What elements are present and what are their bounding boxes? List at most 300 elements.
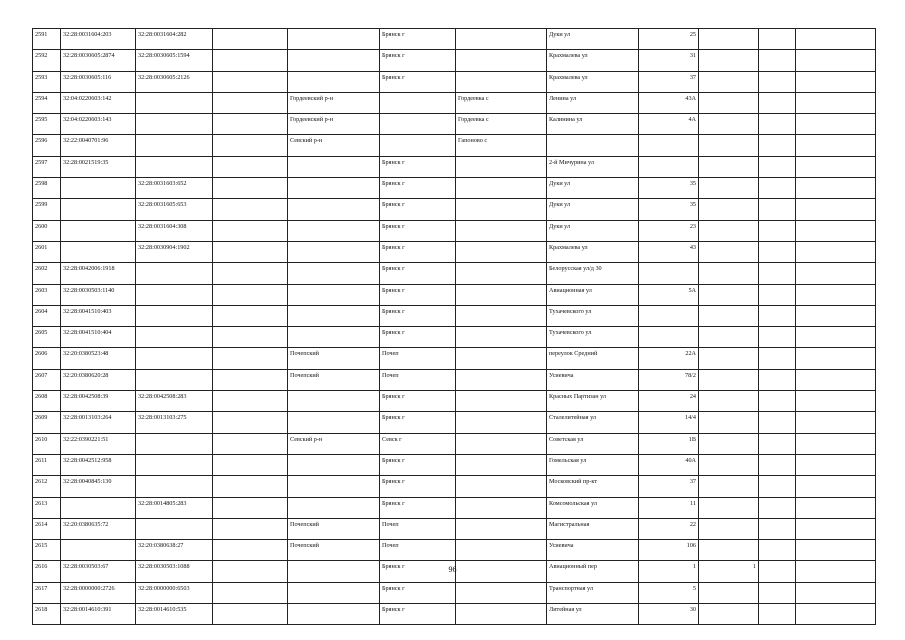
table-cell [759, 327, 796, 348]
table-cell [699, 220, 759, 241]
table-cell [796, 604, 876, 625]
table-cell: Тухачевского ул [547, 327, 639, 348]
table-cell [759, 284, 796, 305]
table-row [33, 412, 876, 433]
table-cell [759, 92, 796, 113]
table-cell: 32:20:0380638:27 [136, 540, 213, 561]
table-cell: 32:28:0031605:653 [136, 199, 213, 220]
table-cell: 32:28:0030503:1140 [61, 284, 136, 305]
table-cell [136, 433, 213, 454]
table-cell [136, 92, 213, 113]
table-cell [136, 263, 213, 284]
table-cell [796, 50, 876, 71]
table-cell: 37 [639, 476, 699, 497]
table-cell [639, 135, 699, 156]
table-cell [759, 476, 796, 497]
table-cell [796, 178, 876, 199]
table-row [33, 454, 876, 475]
table-cell: 2604 [33, 305, 61, 326]
table-cell [699, 412, 759, 433]
table-cell [456, 582, 547, 603]
table-cell: Брянск г [380, 391, 456, 412]
table-cell: 32:04:0220603:143 [61, 114, 136, 135]
table-cell: 1 [699, 561, 759, 582]
table-cell: 5А [639, 284, 699, 305]
table-cell [136, 327, 213, 348]
table-cell: Усиевича [547, 540, 639, 561]
table-cell [213, 518, 288, 539]
table-cell [213, 92, 288, 113]
table-cell [61, 199, 136, 220]
table-cell: 32:28:0013103:275 [136, 412, 213, 433]
table-cell: 2601 [33, 241, 61, 262]
table-cell: 2618 [33, 604, 61, 625]
table-cell: 32:04:0220603:142 [61, 92, 136, 113]
table-cell [699, 391, 759, 412]
table-row [33, 327, 876, 348]
table-cell: 32:22:0040701:96 [61, 135, 136, 156]
table-cell [796, 71, 876, 92]
table-cell [759, 540, 796, 561]
table-cell: 32:28:0041510:403 [61, 305, 136, 326]
table-cell: Транспортная ул [547, 582, 639, 603]
table-cell [288, 327, 380, 348]
table-cell [796, 284, 876, 305]
table-cell [213, 348, 288, 369]
table-cell [456, 497, 547, 518]
table-cell: 5 [639, 582, 699, 603]
table-cell: Гомельская ул [547, 454, 639, 475]
table-cell [699, 433, 759, 454]
table-cell: Авиационная ул [547, 284, 639, 305]
table-cell [759, 135, 796, 156]
table-cell [796, 348, 876, 369]
table-cell: Магистральная [547, 518, 639, 539]
table-cell: Брянск г [380, 29, 456, 50]
table-cell: Почеп [380, 518, 456, 539]
table-cell [796, 29, 876, 50]
table-cell [639, 305, 699, 326]
table-cell [456, 348, 547, 369]
table-cell [699, 604, 759, 625]
table-cell [796, 199, 876, 220]
table-cell [699, 476, 759, 497]
table-cell [699, 582, 759, 603]
table-cell [288, 199, 380, 220]
table-cell: 31 [639, 50, 699, 71]
table-cell: 14/4 [639, 412, 699, 433]
table-cell [456, 220, 547, 241]
table-cell: 43А [639, 92, 699, 113]
table-cell [759, 348, 796, 369]
table-cell [456, 178, 547, 199]
table-cell [288, 284, 380, 305]
table-cell [699, 327, 759, 348]
table-cell: 2597 [33, 156, 61, 177]
table-cell: Гордеевский р-н [288, 114, 380, 135]
table-cell: 2614 [33, 518, 61, 539]
table-cell [213, 241, 288, 262]
table-cell: 11 [639, 497, 699, 518]
table-cell [213, 50, 288, 71]
table-cell [796, 92, 876, 113]
table-row [33, 135, 876, 156]
table-cell [796, 433, 876, 454]
table-cell [213, 582, 288, 603]
table-cell [456, 369, 547, 390]
table-cell: Брянск г [380, 241, 456, 262]
table-cell: 32:28:0030904:1902 [136, 241, 213, 262]
table-cell [796, 114, 876, 135]
table-cell: Брянск г [380, 476, 456, 497]
table-cell [61, 220, 136, 241]
table-cell: Усиевича [547, 369, 639, 390]
table-cell: 2594 [33, 92, 61, 113]
table-cell [136, 284, 213, 305]
table-row [33, 391, 876, 412]
table-cell [213, 199, 288, 220]
table-cell [213, 220, 288, 241]
table-cell: 2617 [33, 582, 61, 603]
table-cell: 32:22:0390221:51 [61, 433, 136, 454]
table-cell [213, 412, 288, 433]
table-cell [759, 582, 796, 603]
table-cell [796, 540, 876, 561]
table-cell [699, 92, 759, 113]
table-cell: 1 [639, 561, 699, 582]
table-cell: 24 [639, 391, 699, 412]
table-cell: 35 [639, 178, 699, 199]
table-cell [759, 391, 796, 412]
table-cell [213, 284, 288, 305]
table-cell [380, 135, 456, 156]
table-cell: Севский р-н [288, 433, 380, 454]
table-cell [699, 284, 759, 305]
table-cell: 2593 [33, 71, 61, 92]
table-cell [288, 178, 380, 199]
table-cell: Почепский [288, 369, 380, 390]
table-row [33, 50, 876, 71]
table-cell [796, 305, 876, 326]
table-cell [699, 199, 759, 220]
table-cell: Литейная ул [547, 604, 639, 625]
table-cell: 32:28:0014610:535 [136, 604, 213, 625]
table-row [33, 540, 876, 561]
table-cell [456, 156, 547, 177]
table-cell [796, 156, 876, 177]
table-cell [759, 604, 796, 625]
table-cell: Гордеевка с [456, 114, 547, 135]
table-cell: Брянск г [380, 199, 456, 220]
table-cell: Почепский [288, 518, 380, 539]
table-cell [796, 369, 876, 390]
table-cell: 2616 [33, 561, 61, 582]
table-cell [699, 348, 759, 369]
table-cell [759, 156, 796, 177]
table-cell [699, 114, 759, 135]
table-row [33, 92, 876, 113]
table-cell: Дуки ул [547, 178, 639, 199]
table-cell [796, 241, 876, 262]
page-number: 96 [448, 565, 457, 574]
table-cell [456, 412, 547, 433]
table-cell: 2609 [33, 412, 61, 433]
table-cell: Севск г [380, 433, 456, 454]
table-cell [456, 284, 547, 305]
table-cell [61, 178, 136, 199]
registry-table [32, 28, 876, 625]
table-cell [213, 29, 288, 50]
table-cell [61, 497, 136, 518]
table-cell [136, 114, 213, 135]
table-cell [213, 369, 288, 390]
table-cell [759, 263, 796, 284]
table-cell [699, 178, 759, 199]
table-cell [213, 156, 288, 177]
table-cell: 23 [639, 220, 699, 241]
table-cell [759, 114, 796, 135]
table-cell: Брянск г [380, 305, 456, 326]
table-cell: 2615 [33, 540, 61, 561]
table-cell [796, 582, 876, 603]
table-cell [136, 476, 213, 497]
table-cell: 32:28:0030503:1088 [136, 561, 213, 582]
table-cell [213, 327, 288, 348]
table-cell [288, 476, 380, 497]
table-cell [213, 114, 288, 135]
table-cell: 32:28:0014805:283 [136, 497, 213, 518]
table-cell [759, 241, 796, 262]
table-cell [699, 29, 759, 50]
table-cell: 43 [639, 241, 699, 262]
table-cell: 32:28:0042508:39 [61, 391, 136, 412]
table-cell: 2596 [33, 135, 61, 156]
table-cell: 32:28:0030605:2874 [61, 50, 136, 71]
table-cell [288, 156, 380, 177]
table-cell: Брянск г [380, 71, 456, 92]
table-row [33, 263, 876, 284]
table-cell: Брянск г [380, 220, 456, 241]
table-cell [759, 178, 796, 199]
table-cell: Крахмалева ул [547, 50, 639, 71]
table-cell [759, 50, 796, 71]
table-cell: 30 [639, 604, 699, 625]
table-cell: Московский пр-кт [547, 476, 639, 497]
table-cell: 32:28:0031604:282 [136, 29, 213, 50]
table-cell: 32:28:0031603:652 [136, 178, 213, 199]
table-cell: 40А [639, 454, 699, 475]
table-cell [759, 305, 796, 326]
table-cell [136, 305, 213, 326]
table-cell [759, 369, 796, 390]
table-cell: 106 [639, 540, 699, 561]
table-cell: 22 [639, 518, 699, 539]
table-cell: 32:28:0042508:283 [136, 391, 213, 412]
table-cell [288, 391, 380, 412]
table-cell [213, 433, 288, 454]
table-cell [288, 50, 380, 71]
table-cell [288, 29, 380, 50]
table-cell [699, 540, 759, 561]
table-cell: 32:20:0380523:48 [61, 348, 136, 369]
table-cell: 32:28:0031604:203 [61, 29, 136, 50]
table-cell [796, 454, 876, 475]
table-cell: 32:28:0030605:1594 [136, 50, 213, 71]
table-cell [288, 241, 380, 262]
table-cell: Крахмалева ул [547, 241, 639, 262]
table-row [33, 518, 876, 539]
table-cell [456, 241, 547, 262]
table-body [33, 29, 876, 625]
table-cell: Брянск г [380, 454, 456, 475]
table-cell: 2603 [33, 284, 61, 305]
table-cell [288, 454, 380, 475]
table-cell [456, 263, 547, 284]
table-cell: 2-й Мичурина ул [547, 156, 639, 177]
table-cell [456, 454, 547, 475]
table-cell: Дуки ул [547, 199, 639, 220]
table-row [33, 178, 876, 199]
table-cell [759, 220, 796, 241]
table-cell [456, 71, 547, 92]
table-cell: Брянск г [380, 582, 456, 603]
table-row [33, 369, 876, 390]
table-cell [456, 391, 547, 412]
table-cell [288, 582, 380, 603]
table-cell [288, 412, 380, 433]
table-cell [759, 199, 796, 220]
table-cell: 2591 [33, 29, 61, 50]
table-cell [213, 305, 288, 326]
table-cell: Брянск г [380, 284, 456, 305]
table-cell: 32:28:0000000:2726 [61, 582, 136, 603]
table-cell [456, 476, 547, 497]
table-cell [456, 433, 547, 454]
table-cell [699, 369, 759, 390]
table-cell: 2602 [33, 263, 61, 284]
table-row [33, 114, 876, 135]
table-cell: 2592 [33, 50, 61, 71]
table-cell: 32:28:0040845:130 [61, 476, 136, 497]
table-cell [759, 71, 796, 92]
table-cell: 32:28:0000000:6503 [136, 582, 213, 603]
table-cell: 32:28:0013103:264 [61, 412, 136, 433]
table-row [33, 29, 876, 50]
table-row [33, 582, 876, 603]
table-cell [380, 114, 456, 135]
table-cell [759, 29, 796, 50]
table-cell [456, 50, 547, 71]
table-cell [699, 135, 759, 156]
table-cell [699, 454, 759, 475]
table-cell: 2600 [33, 220, 61, 241]
table-cell: 32:28:0021519:35 [61, 156, 136, 177]
table-cell [213, 71, 288, 92]
table-cell: Гордеевка с [456, 92, 547, 113]
table-cell: 32:20:0380620:28 [61, 369, 136, 390]
table-cell: 22А [639, 348, 699, 369]
table-cell [288, 497, 380, 518]
table-cell: 2612 [33, 476, 61, 497]
table-cell: 2605 [33, 327, 61, 348]
table-cell: 32:28:0042512:958 [61, 454, 136, 475]
table-cell: Брянск г [380, 263, 456, 284]
table-cell [639, 156, 699, 177]
table-cell [759, 518, 796, 539]
table-cell: 37 [639, 71, 699, 92]
table-cell: Брянск г [380, 327, 456, 348]
table-cell: Советская ул [547, 433, 639, 454]
table-cell: 2613 [33, 497, 61, 518]
table-cell [288, 263, 380, 284]
table-cell: Брянск г [380, 497, 456, 518]
table-row [33, 220, 876, 241]
table-cell [699, 156, 759, 177]
table-cell [136, 369, 213, 390]
table-cell [456, 540, 547, 561]
table-cell [136, 135, 213, 156]
table-cell: Брянск г [380, 178, 456, 199]
table-cell [699, 518, 759, 539]
table-cell: Брянск г [380, 604, 456, 625]
table-cell [456, 518, 547, 539]
table-cell: 32:28:0030605:116 [61, 71, 136, 92]
table-cell [699, 305, 759, 326]
table-cell: Комсомольская ул [547, 497, 639, 518]
table-cell [796, 412, 876, 433]
table-row [33, 348, 876, 369]
table-cell: 1В [639, 433, 699, 454]
table-cell: 32:28:0030605:2126 [136, 71, 213, 92]
table-cell: Калинина ул [547, 114, 639, 135]
table-cell [213, 454, 288, 475]
table-cell [699, 263, 759, 284]
table-cell [456, 199, 547, 220]
table-cell [213, 476, 288, 497]
table-cell [61, 241, 136, 262]
table-cell [213, 604, 288, 625]
table-row [33, 433, 876, 454]
table-cell: Брянск г [380, 156, 456, 177]
table-cell [213, 391, 288, 412]
table-cell: Севский р-н [288, 135, 380, 156]
table-cell [699, 241, 759, 262]
table-cell: 32:20:0380635:72 [61, 518, 136, 539]
table-cell [699, 50, 759, 71]
table-row [33, 604, 876, 625]
table-cell [288, 604, 380, 625]
table-cell: Белорусская ул/д 30 [547, 263, 639, 284]
table-cell: Брянск г [380, 50, 456, 71]
table-cell: 32:28:0042006:1918 [61, 263, 136, 284]
table-cell [213, 178, 288, 199]
table-cell [288, 71, 380, 92]
table-cell: Красных Партизан ул [547, 391, 639, 412]
table-cell [547, 135, 639, 156]
table-cell [796, 327, 876, 348]
table-cell [639, 327, 699, 348]
table-cell [380, 92, 456, 113]
table-cell: 2595 [33, 114, 61, 135]
table-cell [639, 263, 699, 284]
table-row [33, 284, 876, 305]
table-cell: Брянск г [380, 561, 456, 582]
table-cell: переулок Средний [547, 348, 639, 369]
table-row [33, 71, 876, 92]
table-cell: Брянск г [380, 412, 456, 433]
table-cell: 2606 [33, 348, 61, 369]
table-cell: Крахмалева ул [547, 71, 639, 92]
